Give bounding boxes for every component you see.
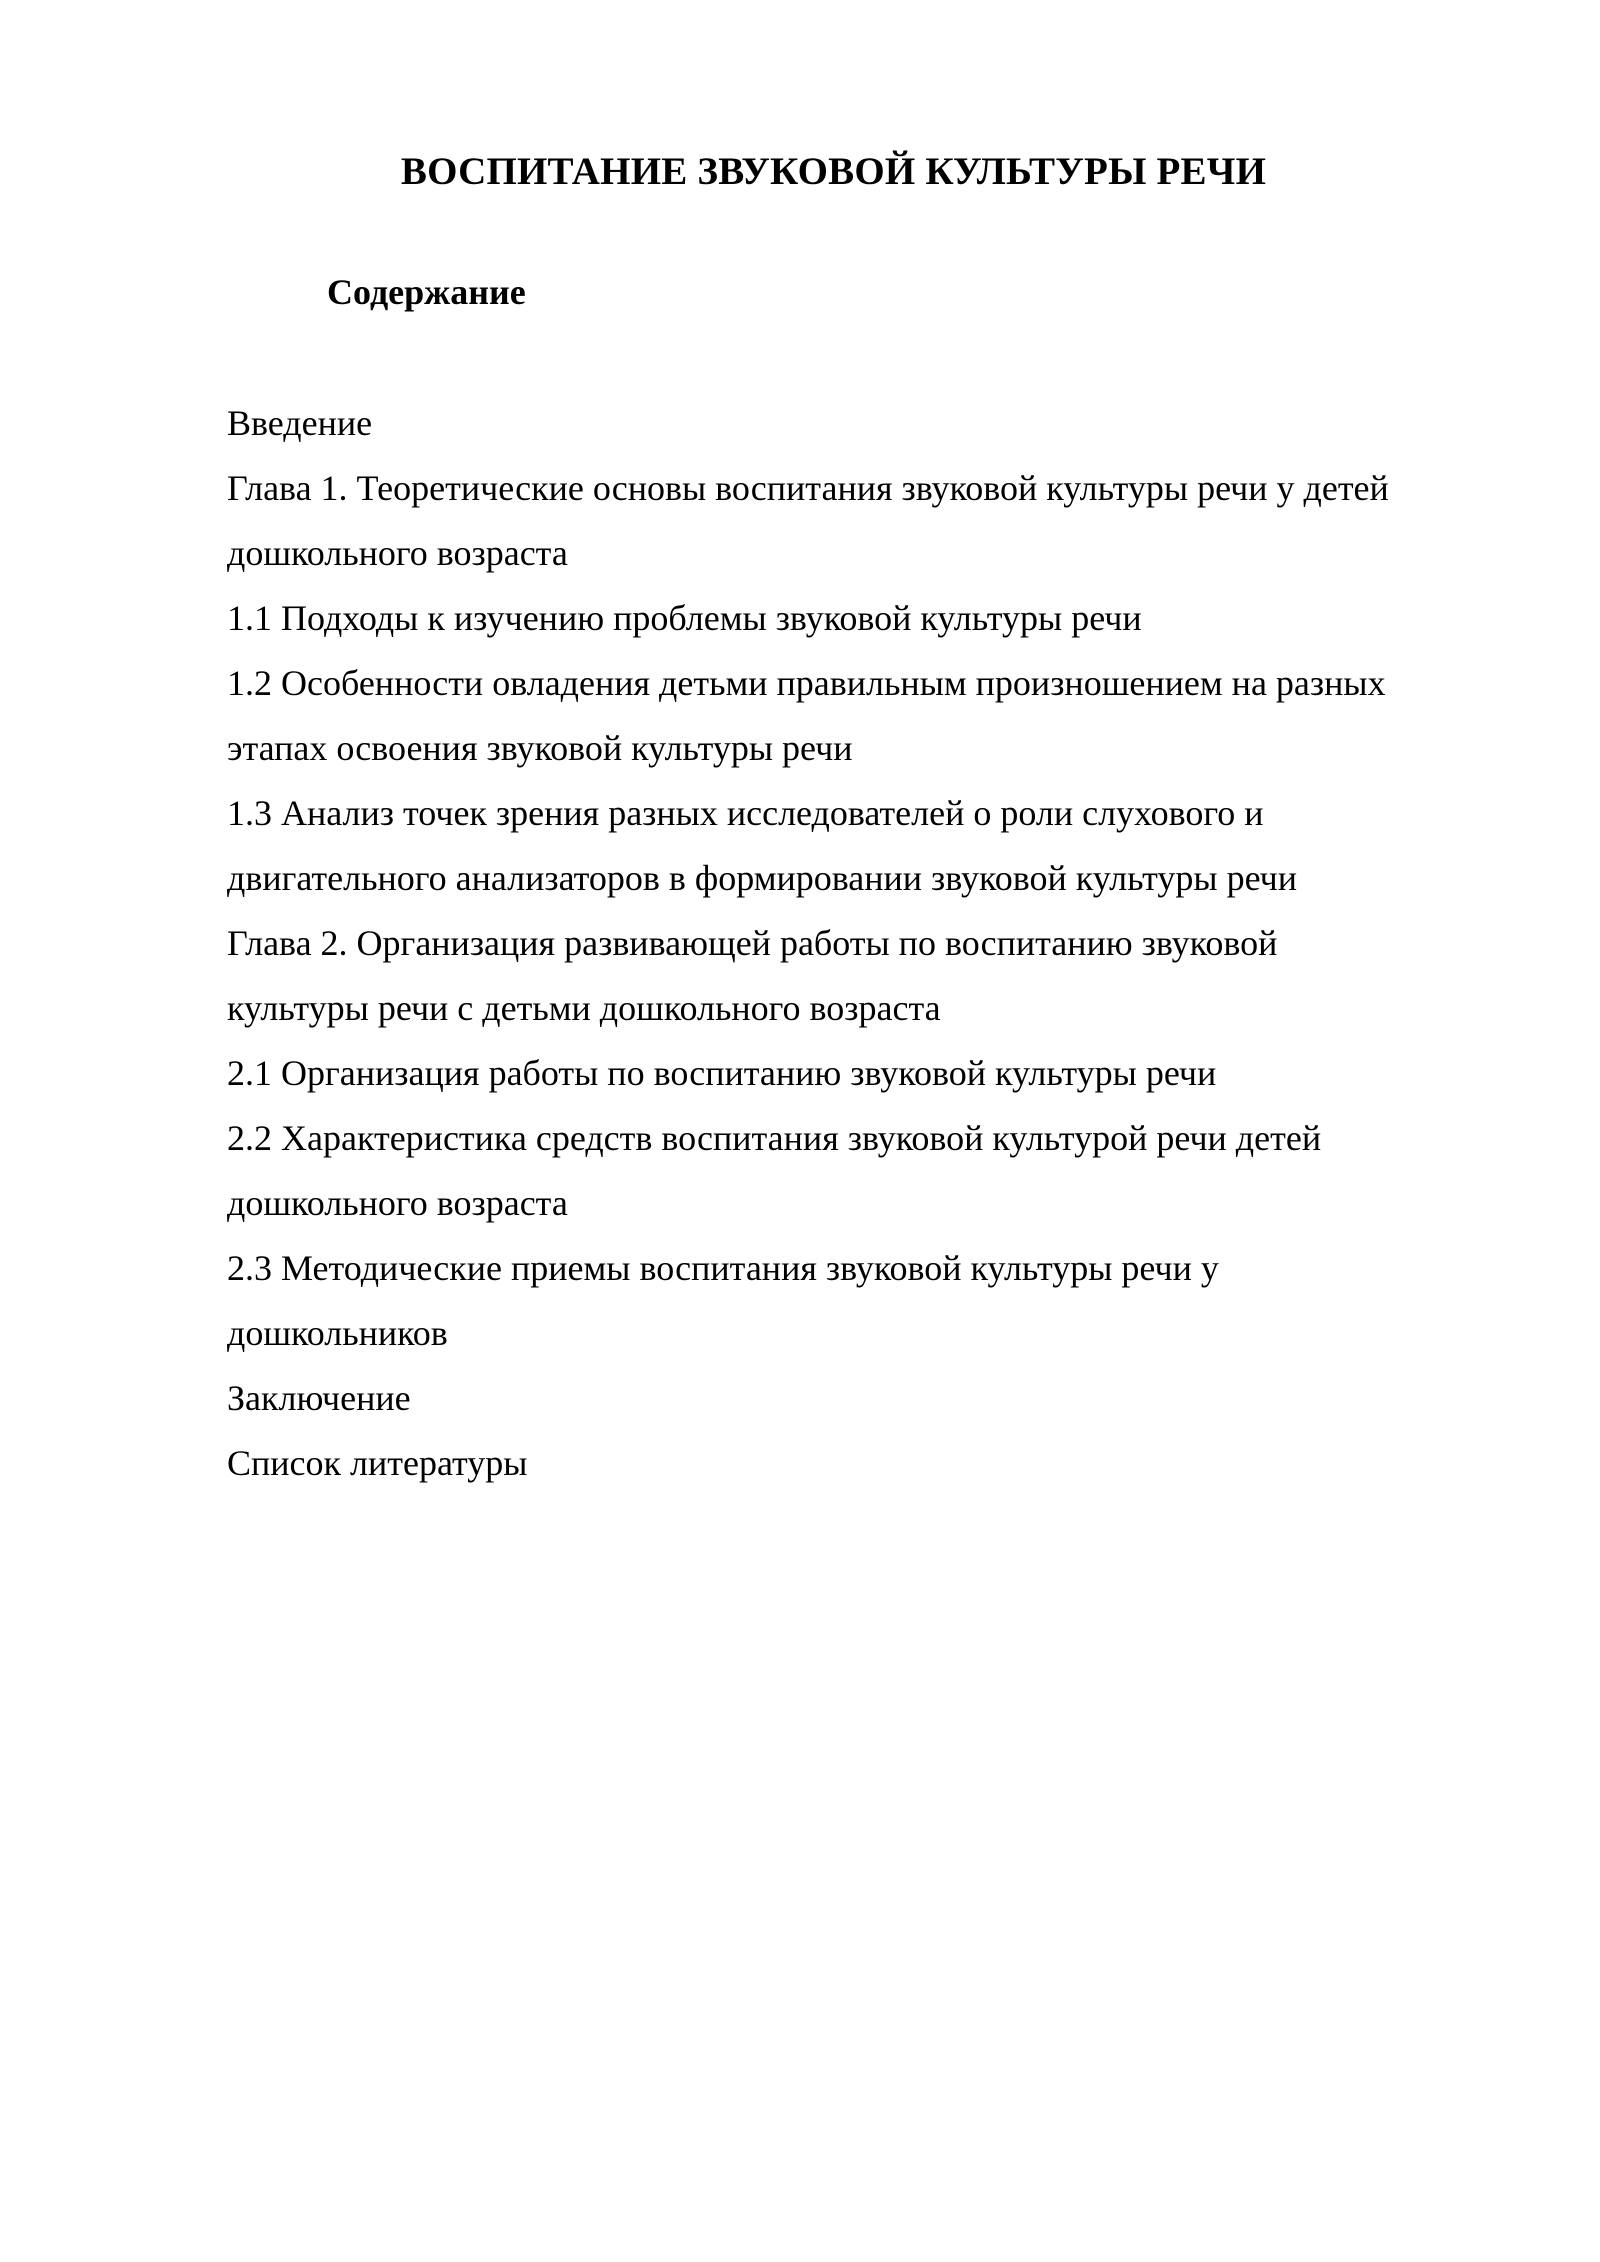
toc-line: дошкольного возраста — [227, 1183, 568, 1223]
toc-line: Глава 2. Организация развивающей работы по воспитанию звуковой — [227, 923, 1278, 963]
toc-line: двигательного анализаторов в формировании звуковой культуры речи — [227, 858, 1298, 898]
toc-line: культуры речи с детьми дошкольного возраста — [227, 988, 941, 1028]
contents-heading: Содержание — [327, 272, 526, 312]
document-text-column — [227, 0, 1440, 1496]
toc-line: 1.2 Особенности овладения детьми правильным произношением на разных — [227, 663, 1386, 703]
toc-line: дошкольников — [227, 1313, 448, 1353]
toc-line: 1.3 Анализ точек зрения разных исследователей о роли слухового и — [227, 793, 1264, 833]
toc-line: 2.2 Характеристика средств воспитания звуковой культурой речи детей — [227, 1118, 1322, 1158]
toc-line: Заключение — [227, 1378, 411, 1418]
toc-line: 2.3 Методические приемы воспитания звуковой культуры речи у — [227, 1248, 1219, 1288]
page-title: ВОСПИТАНИЕ ЗВУКОВОЙ КУЛЬТУРЫ РЕЧИ — [400, 150, 1267, 193]
toc-line: 1.1 Подходы к изучению проблемы звуковой культуры речи — [227, 598, 1142, 638]
toc-line: Глава 1. Теоретические основы воспитания звуковой культуры речи у детей — [227, 468, 1389, 508]
toc-line: Введение — [227, 403, 373, 443]
toc-line: дошкольного возраста — [227, 533, 568, 573]
toc-line: 2.1 Организация работы по воспитанию звуковой культуры речи — [227, 1053, 1217, 1093]
toc-line: этапах освоения звуковой культуры речи — [227, 728, 853, 768]
toc-line: Список литературы — [227, 1443, 528, 1483]
table-of-contents — [227, 310, 1440, 1496]
